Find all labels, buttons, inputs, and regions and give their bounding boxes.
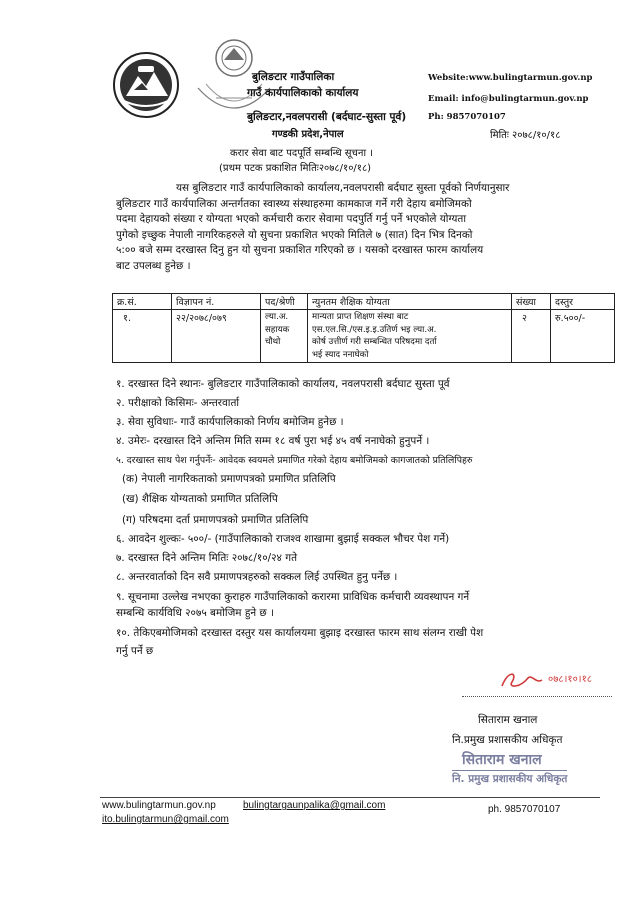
col-header-ad-no: विज्ञापन नं. xyxy=(172,294,261,310)
list-item: ५. दरखास्त साथ पेश गर्नुपर्नेः- आवेदक स्वयमले प्रमाणित गरेको देहाय बमोजिमको कागजातको प्रतिलिपिहरु xyxy=(116,455,473,466)
body-line: यस बुलिङटार गाउँ कार्यपालिकाको कार्यालय,नवलपरासी बर्दघाट सुस्ता पूर्वको निर्णयानुसार xyxy=(176,182,510,194)
emblem-logo xyxy=(112,50,180,120)
list-item: १०. तेकिएबमोजिमको दरखास्त दस्तुर यस कार्यालयमा बुझाइ दरखास्त फारम साथ संलग्न राखी पेश xyxy=(116,627,484,639)
body-line: पदमा देहायको संख्या र योग्यता भएको कर्मचारी करार सेवामा पदपुर्ति गर्नु पर्ने भएकोले योग्यता xyxy=(116,213,467,225)
cell-sn: १. xyxy=(113,310,172,363)
post-line: चौथो xyxy=(265,337,281,347)
table-header-row xyxy=(113,294,615,310)
handwritten-signature xyxy=(498,666,608,694)
office-address: बुलिङटार,नवलपरासी (बर्दघाट-सुस्ता पूर्व) xyxy=(247,111,407,123)
signature-line xyxy=(462,696,612,697)
body-line: बाट उपलब्ध हुनेछ । xyxy=(116,259,191,272)
col-header-count: संख्या xyxy=(512,294,551,310)
cell-post xyxy=(261,310,308,363)
notice-date: मितिः २०७८/१०/१८ xyxy=(490,130,561,141)
list-item: सम्बन्धि कार्यविधि २०७५ बमोजिम हुने छ । xyxy=(116,607,274,619)
qualification-line: भई स्याद ननाघेको xyxy=(312,349,369,360)
cell-fee: रु.५००/- xyxy=(551,310,615,363)
footer-website[interactable]: www.bulingtarmun.gov.np xyxy=(102,800,216,811)
table-row xyxy=(113,310,615,363)
province: गण्डकी प्रदेश,नेपाल xyxy=(272,129,344,140)
stamp-name: सिताराम खनाल xyxy=(462,752,542,768)
signatory-designation: नि.प्रमुख प्रशासकीय अधिकृत xyxy=(452,734,563,746)
header-phone: Ph: 9857070107 xyxy=(428,112,506,122)
qualification-line: एस.एल.सि./एस.इ.इ.उतिर्ण भइ ल्या.अ. xyxy=(312,324,437,335)
list-item: ३. सेवा सुविधाः- गाउँ कार्यपालिकाको निर्णय बमोजिम हुनेछ । xyxy=(116,416,344,428)
notice-body xyxy=(116,181,622,274)
body-line: ५:०० बजे सम्म दरखास्त दिनु हुन यो सुचना प्रकाशित गरिएको छ । यसको दरखास्त फारम कार्यालय xyxy=(116,244,484,256)
cell-qualification xyxy=(308,310,512,363)
post-line: ल्या.अ. xyxy=(265,312,289,322)
col-header-fee: दस्तुर xyxy=(551,294,615,310)
sub-list-item: (क) नेपाली नागरिकताको प्रमाणपत्रको प्रमाणित प्रतिलिपि xyxy=(122,473,336,485)
post-line: सहायक xyxy=(265,324,290,335)
col-header-sn: क्र.सं. xyxy=(113,294,172,310)
vacancy-table xyxy=(112,293,615,363)
list-item: १. दरखास्त दिने स्थानः- बुलिङटार गाउँपालिकाको कार्यालय, नवलपरासी बर्दघाट सुस्ता पूर्व xyxy=(116,378,450,390)
footer-ito-email[interactable]: ito.bulingtarmun@gmail.com xyxy=(102,814,229,825)
qualification-line: मान्यता प्राप्त शिक्षण संस्था बाट xyxy=(312,312,409,322)
list-item: ९. सूचनामा उल्लेख नभएका कुराहरु गाउँपालिकाको करारमा प्राविधिक कर्मचारी व्यवस्थापन गर्ने xyxy=(116,591,470,603)
col-header-post: पद/श्रेणी xyxy=(261,294,308,310)
header-email: Email: info@bulingtarmun.gov.np xyxy=(428,94,589,104)
footer-palika-email[interactable]: bulingtargaunpalika@gmail.com xyxy=(243,800,386,811)
list-item: २. परीक्षाको किसिमः- अन्तरवार्ता xyxy=(116,397,240,409)
footer-divider xyxy=(100,797,600,798)
body-line: बुलिङटार गाउँ कार्यपालिका अन्तर्गतका स्वास्थ्य संस्थाहरुमा कामकाज गर्ने गरी देहाय बमोजिमको xyxy=(116,197,472,210)
sub-list-item: (ग) परिषदमा दर्ता प्रमाणपत्रको प्रमाणित प्रतिलिपि xyxy=(122,514,309,526)
list-item: ६. आवदेन शुल्कः- ५००/- (गाउँपालिकाको राजश्व शाखामा बुझाई सक्कल भौचर पेश गर्ने) xyxy=(116,533,450,545)
list-item: गर्नु पर्ने छ xyxy=(116,645,154,657)
header-website: Website:www.bulingtarmun.gov.np xyxy=(428,73,593,83)
col-header-qualification: न्युनतम शैक्षिक योग्यता xyxy=(308,294,512,310)
cell-count: २ xyxy=(512,310,551,363)
notice-title: करार सेवा बाट पदपूर्ति सम्बन्धि सूचना । xyxy=(230,148,374,159)
office-name: गाउँ कार्यपालिकाको कार्यालय xyxy=(247,87,359,99)
cell-ad-no: २२/२०७८/०७९ xyxy=(172,310,261,363)
qualification-line: कोर्ष उत्तीर्ण गरी सम्बन्धित परिषदमा दर्ता xyxy=(312,337,437,347)
stamp-designation: नि. प्रमुख प्रशासकीय अधिकृत xyxy=(452,770,567,786)
list-item: ८. अन्तरवार्ताको दिन सवै प्रमाणपत्रहरुको सक्कल लिई उपस्थित हुनु पर्नेछ । xyxy=(116,571,398,583)
handwritten-date: ०७८।१०।१८ xyxy=(548,674,592,685)
footer-phone: ph. 9857070107 xyxy=(488,804,561,815)
org-name: बुलिङटार गाउँपालिका xyxy=(252,71,335,83)
list-item: ४. उमेरः- दरखास्त दिने अन्तिम मिति सम्म १८ वर्ष पुरा भई ४५ वर्ष ननाघेको हुनुपर्ने । xyxy=(116,435,430,447)
signatory-name: सिताराम खनाल xyxy=(478,714,538,726)
notice-subtitle: (प्रथम पटक प्रकाशित मितिः२०७८/१०/१८) xyxy=(219,163,372,174)
sub-list-item: (ख) शैक्षिक योग्यताको प्रमाणित प्रतिलिपि xyxy=(122,493,278,505)
list-item: ७. दरखास्त दिने अन्तिम मितिः २०७८/१०/२४ गते xyxy=(116,552,298,564)
body-line: पुगेको इच्छुक नेपाली नागरिकहरुले यो सुचना प्रकाशित भएको मितिले ७ (सात) दिन भित्र दिनको xyxy=(116,228,473,241)
